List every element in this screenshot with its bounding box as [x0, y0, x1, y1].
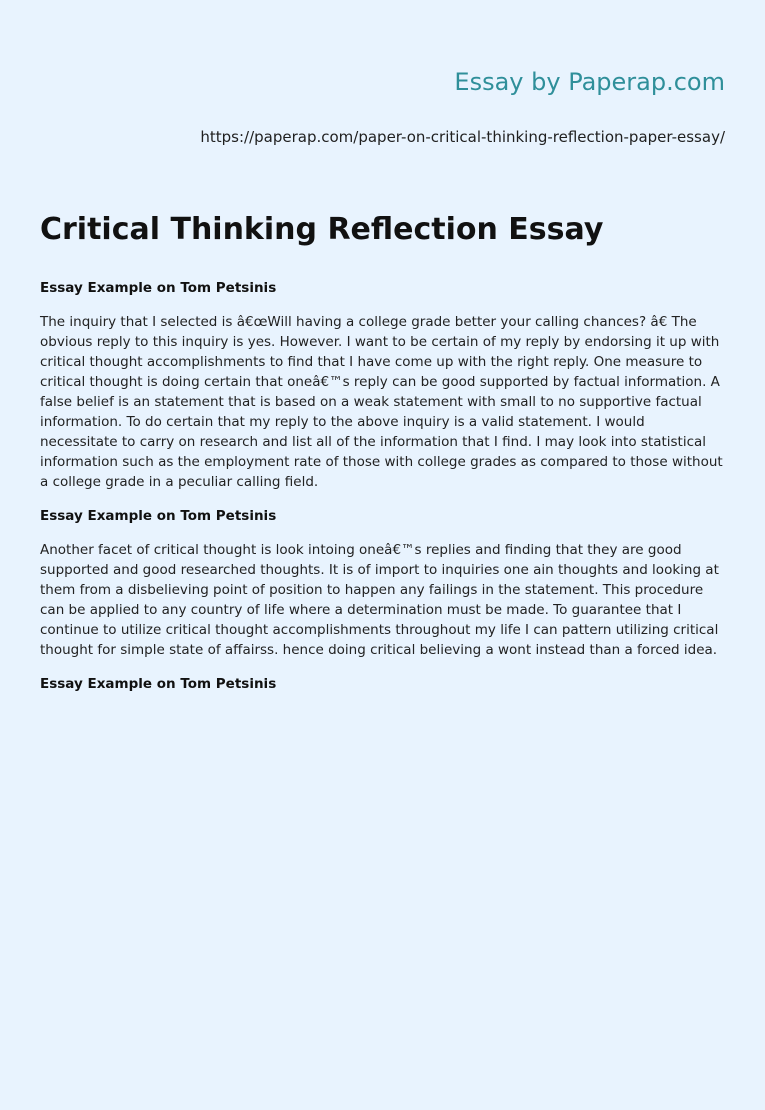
section-paragraph: The inquiry that I selected is â€œWill having a college grade better your calling chances? â€ The obvious reply to this inquiry is yes. However. I want to be certain of my reply by endorsing it up with critical thought accomplishments to find that I have come up with the right reply. One measure to critical thought is doing certain that oneâ€™s reply can be good supported by factual information. A false belief is an statement that is based on a weak statement with small to no supportive factual information. To do certain that my reply to the above inquiry is a valid statement. I would necessitate to carry on research and list all of the information that I find. I may look into statistical information such as the employment rate of those with college grades as compared to those without a college grade in a peculiar calling field. [40, 314, 723, 490]
page-url[interactable]: https://paperap.com/paper-on-critical-thinking-reflection-paper-essay/ [200, 128, 725, 146]
section-subheading: Essay Example on Tom Petsinis [40, 280, 277, 296]
site-brand[interactable]: Essay by Paperap.com [454, 68, 725, 96]
section-subheading: Essay Example on Tom Petsinis [40, 508, 277, 524]
page-title: Critical Thinking Reflection Essay [40, 212, 604, 247]
section-subheading: Essay Example on Tom Petsinis [40, 676, 277, 692]
article-body [40, 278, 725, 694]
section-paragraph: Another facet of critical thought is look intoing oneâ€™s replies and finding that they are good supported and good researched thoughts. It is of import to inquiries one ain thoughts and looking at them from a disbelieving point of position to happen any failings in the statement. This procedure can be applied to any country of life where a determination must be made. To guarantee that I continue to utilize critical thought accomplishments throughout my life I can pattern utilizing critical thought for simple state of affairss. hence doing critical believing a wont instead than a forced idea. [40, 542, 719, 658]
